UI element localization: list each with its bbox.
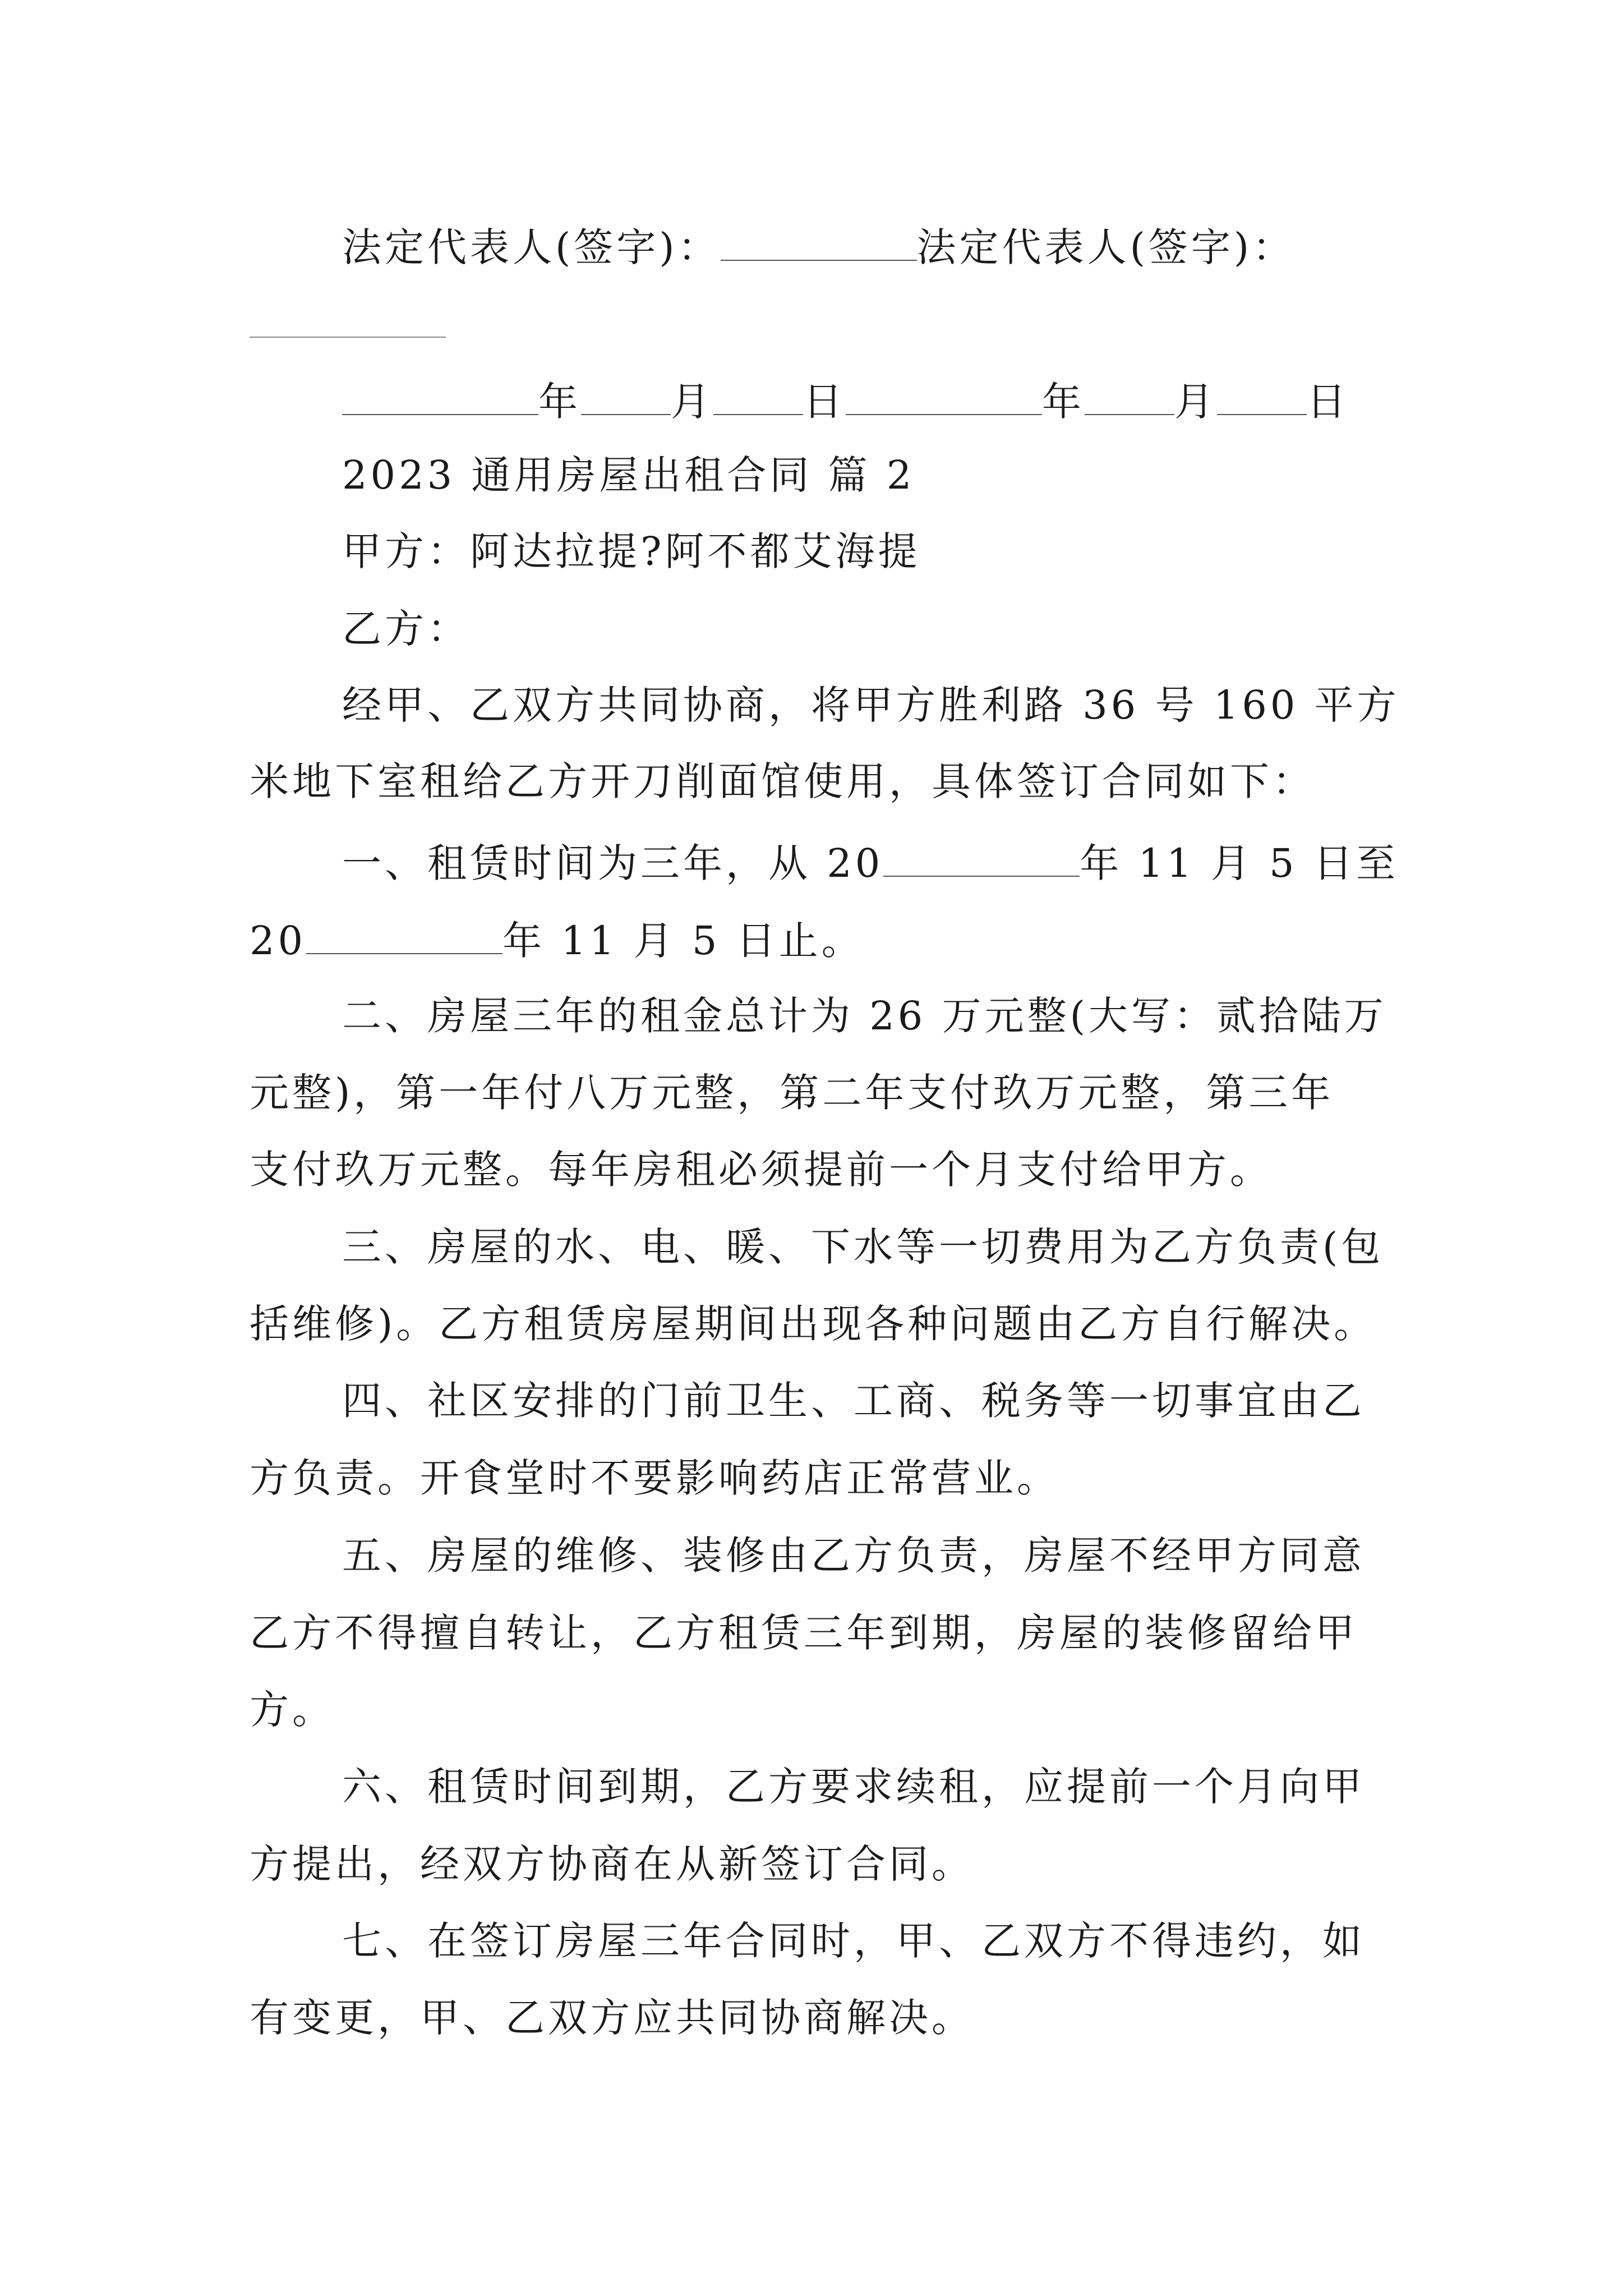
clause-line: 六、租赁时间到期，乙方要求续租，应提前一个月向甲 xyxy=(342,1764,1365,1810)
month-blank-b xyxy=(1085,379,1174,415)
day-label-a: 日 xyxy=(803,379,846,425)
contract-heading: 2023 通用房屋出租合同 篇 2 xyxy=(342,452,915,498)
clause-line: 括维修)。乙方租赁房屋期间出现各种问题由乙方自行解决。 xyxy=(250,1301,1377,1347)
month-label-b: 月 xyxy=(1174,379,1217,425)
date-line xyxy=(342,379,1349,425)
clause-1-text: 年 11 月 5 日止。 xyxy=(502,918,864,964)
clause-line: 七、在签订房屋三年合同时，甲、乙双方不得违约，如 xyxy=(342,1918,1365,1964)
clause-1-text: 20 xyxy=(250,918,307,964)
clause-line: 二、房屋三年的租金总计为 26 万元整(大写：贰拾陆万 xyxy=(342,993,1387,1039)
day-blank-b xyxy=(1217,379,1307,415)
year-blank-b xyxy=(846,379,1042,415)
month-label-a: 月 xyxy=(671,379,713,425)
signature-label-a: 法定代表人(签字)： xyxy=(342,224,721,270)
clause-line: 方提出，经双方协商在从新签订合同。 xyxy=(250,1841,974,1887)
signature-label-b: 法定代表人(签字)： xyxy=(916,224,1295,270)
day-blank-a xyxy=(713,379,803,415)
body-line: 米地下室租给乙方开刀削面馆使用，具体签订合同如下： xyxy=(250,758,1315,804)
clause-line: 支付玖万元整。每年房租必须提前一个月支付给甲方。 xyxy=(250,1147,1272,1193)
signature-line xyxy=(342,224,1295,270)
clause-1-text: 年 11 月 5 日至 xyxy=(1080,840,1399,886)
clause-line: 有变更，甲、乙双方应共同协商解决。 xyxy=(250,1995,974,2041)
year-label-a: 年 xyxy=(538,379,581,425)
clause-line: 方。 xyxy=(250,1687,335,1733)
clause-1-year-blank xyxy=(306,918,502,954)
clause-1-year-blank xyxy=(883,840,1080,877)
party-b: 乙方： xyxy=(342,606,470,652)
clause-line: 四、社区安排的门前卫生、工商、税务等一切事宜由乙 xyxy=(342,1378,1365,1424)
day-label-b: 日 xyxy=(1307,379,1349,425)
clause-line: 五、房屋的维修、装修由乙方负责，房屋不经甲方同意 xyxy=(342,1533,1365,1579)
clause-line: 乙方不得擅自转让，乙方租赁三年到期，房屋的装修留给甲 xyxy=(250,1610,1358,1656)
clause-line: 三、房屋的水、电、暖、下水等一切费用为乙方负责(包 xyxy=(342,1224,1384,1270)
year-blank-a xyxy=(342,379,538,415)
clause-1-line-1 xyxy=(342,840,1399,886)
clause-line: 方负责。开食堂时不要影响药店正常营业。 xyxy=(250,1455,1059,1501)
body-line: 经甲、乙双方共同协商，将甲方胜利路 36 号 160 平方 xyxy=(342,682,1400,728)
year-label-b: 年 xyxy=(1042,379,1085,425)
clause-line: 元整)，第一年付八万元整，第二年支付玖万元整，第三年 xyxy=(250,1070,1334,1116)
month-blank-a xyxy=(581,379,671,415)
clause-1-line-2 xyxy=(250,918,864,964)
signature-blank-a xyxy=(721,224,917,261)
clause-1-text: 一、租赁时间为三年，从 20 xyxy=(342,840,884,886)
signature-blank-b xyxy=(250,337,446,338)
party-a: 甲方：阿达拉提?阿不都艾海提 xyxy=(342,528,921,574)
